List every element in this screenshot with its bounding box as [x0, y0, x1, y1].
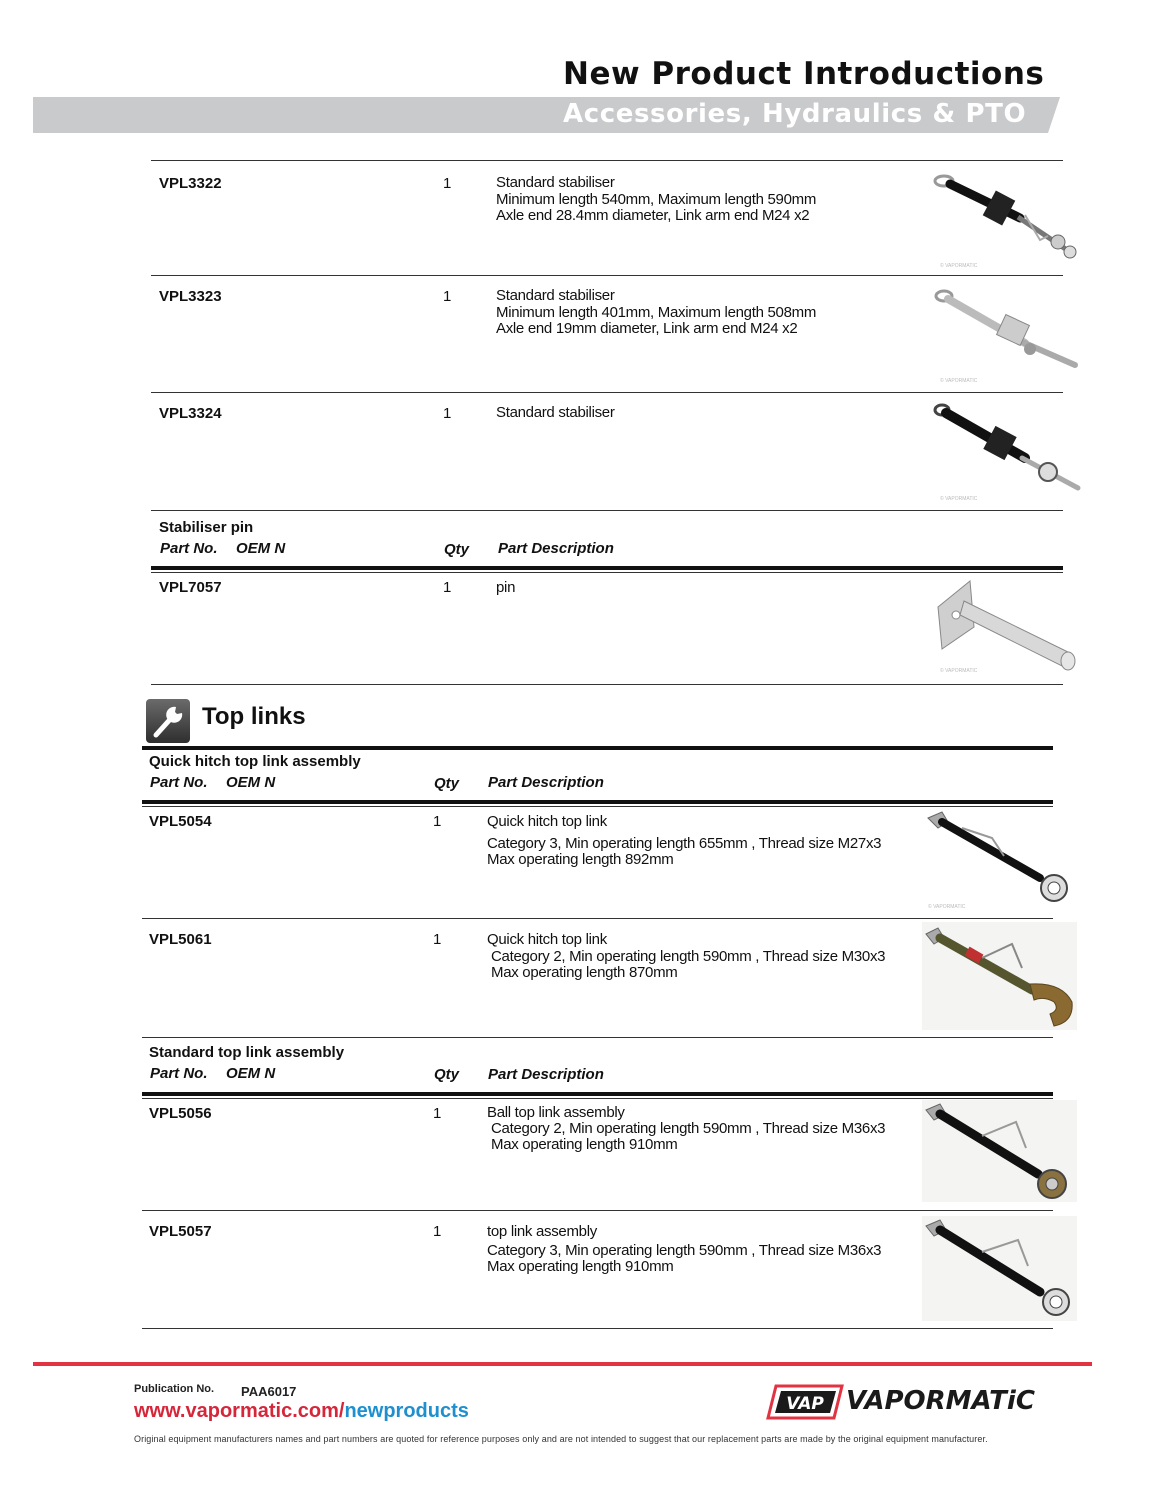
section-rule [142, 746, 1053, 750]
footer-accent-line [33, 1362, 1092, 1366]
part-number: VPL5061 [149, 931, 212, 948]
part-description: Standard stabiliser [496, 404, 615, 421]
part-number: VPL3322 [159, 175, 222, 192]
quantity: 1 [433, 931, 442, 948]
part-number: VPL3324 [159, 405, 222, 422]
url-path: newproducts [344, 1400, 469, 1422]
svg-text:© VAPORMATIC: © VAPORMATIC [940, 378, 978, 384]
part-description: Standard stabiliser Minimum length 401mm, Maximum length 508mm Axle end 19mm diameter, Link arm end M24 x2 [496, 287, 817, 337]
column-header-qty: Qty [434, 775, 460, 792]
wrench-icon [146, 699, 190, 743]
page-subtitle: Accessories, Hydraulics & PTO [563, 99, 1027, 129]
header-rule [142, 1092, 1053, 1096]
column-header-part-no: Part No. [150, 1065, 208, 1082]
group-title: Stabiliser pin [159, 519, 254, 536]
black-stabiliser-image [930, 170, 1085, 270]
column-header-description: Part Description [498, 540, 614, 557]
svg-text:© VAPORMATIC: © VAPORMATIC [940, 668, 978, 674]
quantity: 1 [443, 288, 452, 305]
part-number: VPL3323 [159, 288, 222, 305]
top-link-image [922, 1216, 1077, 1321]
publication-label: Publication No. [134, 1383, 215, 1395]
black-stabiliser-image [930, 400, 1085, 505]
column-header-qty: Qty [434, 1066, 460, 1083]
header-rule [151, 566, 1063, 570]
column-header-description: Part Description [488, 1066, 604, 1083]
hook-top-link-image [922, 922, 1077, 1030]
disclaimer: Original equipment manufacturers names and part numbers are quoted for reference purposes only and are not intended to suggest that our replacement parts are made by the original equipment manufacturer. [134, 1434, 988, 1444]
svg-text:© VAPORMATIC: © VAPORMATIC [940, 263, 978, 269]
header-rule-thin [142, 806, 1053, 807]
quantity: 1 [433, 813, 442, 830]
column-header-part-no: Part No. [160, 540, 218, 557]
part-description: pin [496, 579, 516, 596]
row-divider [151, 160, 1063, 161]
quantity: 1 [433, 1105, 442, 1122]
header-rule-thin [142, 1098, 1053, 1099]
row-divider [142, 1037, 1053, 1038]
part-number: VPL7057 [159, 579, 222, 596]
group-title: Standard top link assembly [149, 1044, 345, 1061]
quantity: 1 [443, 579, 452, 596]
svg-text:© VAPORMATIC: © VAPORMATIC [940, 496, 978, 502]
row-divider [151, 510, 1063, 511]
part-number: VPL5057 [149, 1223, 212, 1240]
column-header-oem: OEM N [226, 1065, 276, 1082]
part-description: Quick hitch top link Category 2, Min operating length 590mm , Thread size M30x3 Max operating length 870mm [487, 931, 886, 981]
part-description: Standard stabiliser Minimum length 540mm, Maximum length 590mm Axle end 28.4mm diameter, Link arm end M24 x2 [496, 174, 817, 224]
part-description: Quick hitch top link Category 3, Min operating length 655mm , Thread size M27x3 Max operating length 892mm [487, 813, 882, 868]
url-domain: www.vapormatic.com/ [134, 1400, 345, 1422]
top-link-image [922, 808, 1077, 913]
column-header-qty: Qty [444, 541, 470, 558]
column-header-description: Part Description [488, 774, 604, 791]
svg-text:© VAPORMATIC: © VAPORMATIC [928, 904, 966, 910]
part-description: top link assembly Category 3, Min operating length 590mm , Thread size M36x3 Max operating length 910mm [487, 1223, 882, 1275]
row-divider [142, 1328, 1053, 1329]
part-description: Ball top link assembly Category 2, Min operating length 590mm , Thread size M36x3 Max operating length 910mm [487, 1104, 886, 1153]
row-divider [151, 392, 1063, 393]
row-divider [151, 684, 1063, 685]
logo-mark-text: VAP [786, 1394, 824, 1414]
brand-name: VAPORMATiC [846, 1386, 1035, 1416]
group-title: Quick hitch top link assembly [149, 753, 361, 770]
row-divider [142, 1210, 1053, 1211]
quantity: 1 [443, 175, 452, 192]
part-number: VPL5056 [149, 1105, 212, 1122]
column-header-part-no: Part No. [150, 774, 208, 791]
header-rule [142, 800, 1053, 804]
website-link[interactable] [134, 1400, 469, 1423]
quantity: 1 [433, 1223, 442, 1240]
silver-stabiliser-image [930, 285, 1085, 385]
section-title: Top links [202, 703, 306, 730]
column-header-oem: OEM N [236, 540, 286, 557]
row-divider [142, 918, 1053, 919]
column-header-oem: OEM N [226, 774, 276, 791]
header-rule-thin [151, 572, 1063, 573]
ball-top-link-image [922, 1100, 1077, 1202]
pin-image [930, 575, 1085, 675]
page-title: New Product Introductions [563, 56, 1045, 92]
part-number: VPL5054 [149, 813, 212, 830]
vap-logo-icon [766, 1384, 844, 1420]
row-divider [151, 275, 1063, 276]
publication-number: PAA6017 [241, 1384, 297, 1399]
quantity: 1 [443, 405, 452, 422]
